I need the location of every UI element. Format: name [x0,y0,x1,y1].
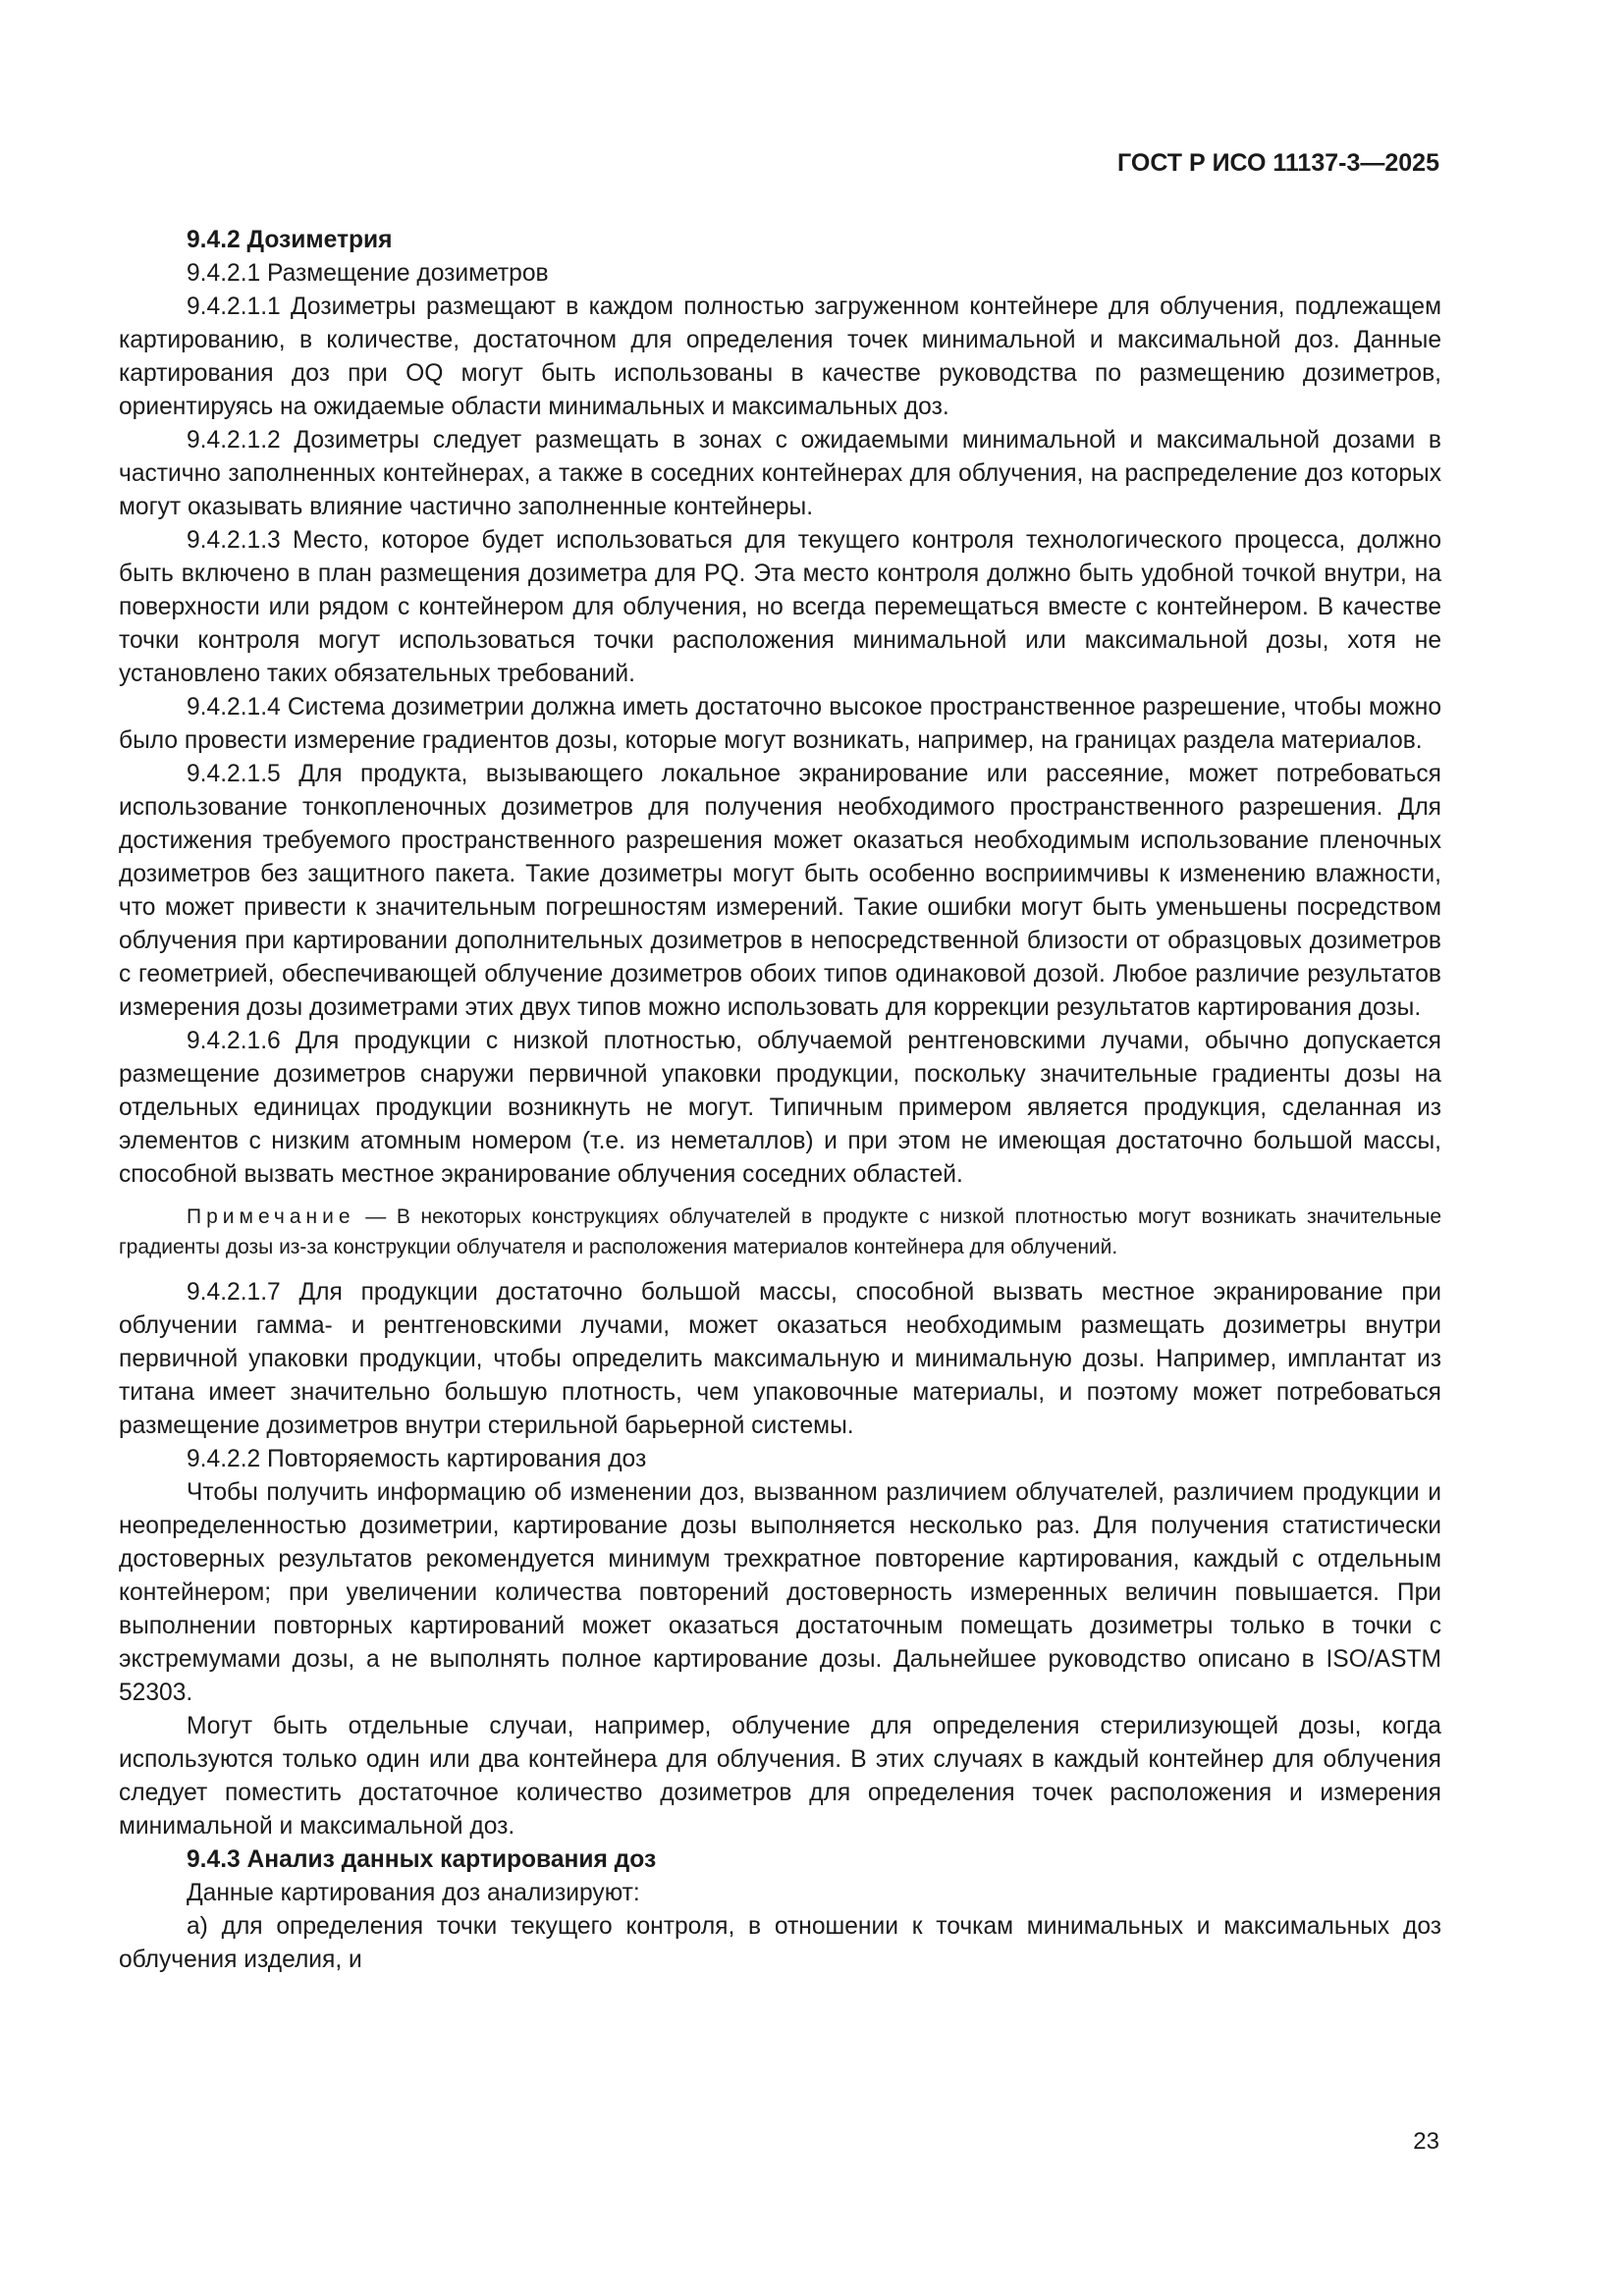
paragraph: 9.4.2.1.6 Для продукции с низкой плотностью, облучаемой рентгеновскими лучами, обычно допускается размещение дозиметров снаружи первичной упаковки продукции, поскольку значительные градиенты дозы на отдельных единицах продукции возникнуть не могут. Типичным примером является продукция, сделанная из элементов с низким атомным номером (т.е. из неметаллов) и при этом не имеющая достаточно большой массы, способной вызвать местное экранирование облучения соседних областей. [119,1028,1441,1188]
paragraph: 9.4.2.1.2 Дозиметры следует размещать в зонах с ожидаемыми минимальной и максимальной дозами в частично заполненных контейнерах, а также в соседних контейнерах для облучения, на распределение доз которых могут оказывать влияние частично заполненные контейнеры. [119,427,1441,520]
paragraph: Чтобы получить информацию об изменении доз, вызванном различием облучателей, различием продукции и неопределенностью дозиметрии, картирование дозы выполняется несколько раз. Для получения статистически достоверных результатов рекомендуется минимум трехкратное повторение картирования, каждый с отдельным контейнером; при увеличении количества повторений достоверность измеренных величин повышается. При выполнении повторных картирований может оказаться достаточным помещать дозиметры только в точки с экстремумами дозы, а не выполнять полное картирование дозы. Дальнейшее руководство описано в ISO/ASTM 52303. [119,1479,1441,1706]
note-label: Примечание [187,1205,355,1228]
subsection-heading-9-4-2-1: 9.4.2.1 Размещение дозиметров [187,260,549,287]
document-body [119,224,1441,1977]
paragraph: 9.4.2.1.4 Система дозиметрии должна иметь достаточно высокое пространственное разрешение, чтобы можно было провести измерение градиентов дозы, которые могут возникать, например, на границах раздела материалов. [119,694,1441,754]
paragraph: 9.4.2.1.5 Для продукта, вызывающего локальное экранирование или рассеяние, может потребоваться использование тонкопленочных дозиметров для получения необходимого пространственного разрешения. Для достижения требуемого пространственного разрешения может оказаться необходимым использование пленочных дозиметров без защитного пакета. Такие дозиметры могут быть особенно восприимчивы к изменению влажности, что может привести к значительным погрешностям измерений. Такие ошибки могут быть уменьшены посредством облучения при картировании дополнительных дозиметров в непосредственной близости от образцовых дозиметров с геометрией, обеспечивающей облучение дозиметров обоих типов одинаковой дозой. Любое различие результатов измерения дозы дозиметрами этих двух типов можно использовать для коррекции результатов картирования дозы. [119,761,1441,1021]
paragraph: 9.4.2.1.3 Место, которое будет использоваться для текущего контроля технологического процесса, должно быть включено в план размещения дозиметра для PQ. Эта место контроля должно быть удобной точкой внутри, на поверхности или рядом с контейнером для облучения, но всегда перемещаться вместе с контейнером. В качестве точки контроля могут использоваться точки расположения минимальной или максимальной дозы, хотя не установлено таких обязательных требований. [119,527,1441,687]
note [119,1201,1441,1262]
paragraph: Могут быть отдельные случаи, например, облучение для определения стерилизующей дозы, когда используются только один или два контейнера для облучения. В этих случаях в каждый контейнер для облучения следует поместить достаточное количество дозиметров для определения точек расположения и измерения минимальной и максимальной доз. [119,1713,1441,1840]
paragraph: 9.4.2.1.7 Для продукции достаточно большой массы, способной вызвать местное экранирование при облучении гамма- и рентгеновскими лучами, может оказаться необходимым размещать дозиметры внутри первичной упаковки продукции, чтобы определить максимальную и минимальную дозы. Например, имплантат из титана имеет значительно большую плотность, чем упаковочные материалы, и поэтому может потребоваться размещение дозиметров внутри стерильной барьерной системы. [119,1279,1441,1439]
section-heading-9-4-2: 9.4.2 Дозиметрия [187,227,393,253]
note-text: — В некоторых конструкциях облучателей в продукте с низкой плотностью могут возникать значительные градиенты дозы из-за конструкции облучателя и расположения материалов контейнера для облучений. [119,1205,1441,1258]
section-heading-9-4-3: 9.4.3 Анализ данных картирования доз [187,1846,657,1873]
page-number: 23 [1413,2128,1439,2155]
subsection-heading-9-4-2-2: 9.4.2.2 Повторяемость картирования доз [187,1446,647,1472]
document-header: ГОСТ Р ИСО 11137-3—2025 [1117,149,1439,177]
paragraph: Данные картирования доз анализируют: [187,1880,640,1906]
paragraph: 9.4.2.1.1 Дозиметры размещают в каждом полностью загруженном контейнере для облучения, подлежащем картированию, в количестве, достаточном для определения точек минимальной и максимальной доз. Данные картирования доз при OQ могут быть использованы в качестве руководства по размещению дозиметров, ориентируясь на ожидаемые области минимальных и максимальных доз. [119,294,1441,420]
list-item: а) для определения точки текущего контроля, в отношении к точкам минимальных и максимальных доз облучения изделия, и [119,1913,1441,1973]
